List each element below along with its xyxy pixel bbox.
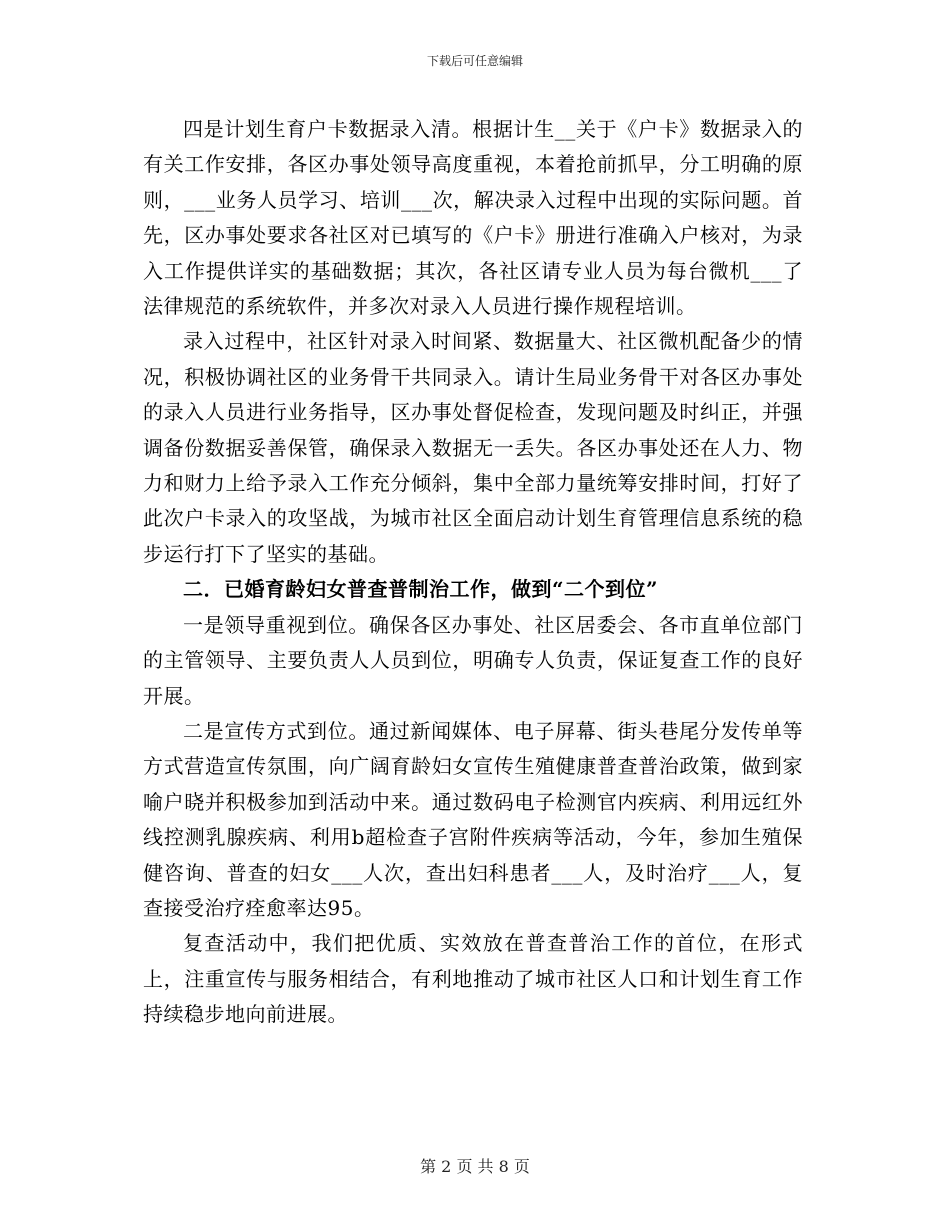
section-heading: 二．已婚育龄妇女普查普制治工作，做到“二个到位” xyxy=(183,577,659,602)
paragraph-leadership: 一是领导重视到位。确保各区办事处、社区居委会、各市直单位部门的主管领导、主要负责人人员到位，明确专人负责，保证复查工作的良好开展。 xyxy=(143,612,803,708)
paragraph-entry-process: 录入过程中，社区针对录入时间紧、数据量大、社区微机配备少的情况，积极协调社区的业务骨干共同录入。请计生局业务骨干对各区办事处的录入人员进行业务指导，区办事处督促检查，发现问题及时纠正，并强调备份数据妥善保管，确保录入数据无一丢失。各区办事处还在人力、物力和财力上给予录入工作充分倾斜，集中全部力量统筹安排时间，打好了此次户卡录入的攻坚战，为城市社区全面启动计划生育管理信息系统的稳步运行打下了坚实的基础。 xyxy=(143,329,803,566)
paragraph-publicity: 二是宣传方式到位。通过新闻媒体、电子屏幕、街头巷尾分发传单等方式营造宣传氛围，向广阔育龄妇女宣传生殖健康普查普治政策，做到家喻户晓并积极参加到活动中来。通过数码电子检测官内疾病、利用远红外线控测乳腺疾病、利用b超检查子宫附件疾病等活动，今年，参加生殖保健咨询、普查的妇女___人次，查出妇科患者___人，及时治疗___人，复查接受治疗痊愈率达95。 xyxy=(143,718,803,920)
page-header: 下载后可任意编辑 xyxy=(426,54,523,68)
document-body xyxy=(143,112,803,1033)
paragraph-review: 复查活动中，我们把优质、实效放在普查普治工作的首位，在形式上，注重宣传与服务相结合，有利地推动了城市社区人口和计划生育工作持续稳步地向前进展。 xyxy=(143,931,803,1027)
paragraph-data-entry: 四是计划生育户卡数据录入清。根据计生__关于《户卡》数据录入的有关工作安排，各区办事处领导高度重视，本着抢前抓早，分工明确的原则，___业务人员学习、培训___次，解决录入过程中出现的实际问题。首先，区办事处要求各社区对已填写的《户卡》册进行准确入户核对，为录入工作提供详实的基础数据；其次，各社区请专业人员为每台微机___了法律规范的系统软件，并多次对录入人员进行操作规程培训。 xyxy=(143,117,803,319)
page-footer: 第 2 页 共 8 页 xyxy=(420,1157,530,1176)
